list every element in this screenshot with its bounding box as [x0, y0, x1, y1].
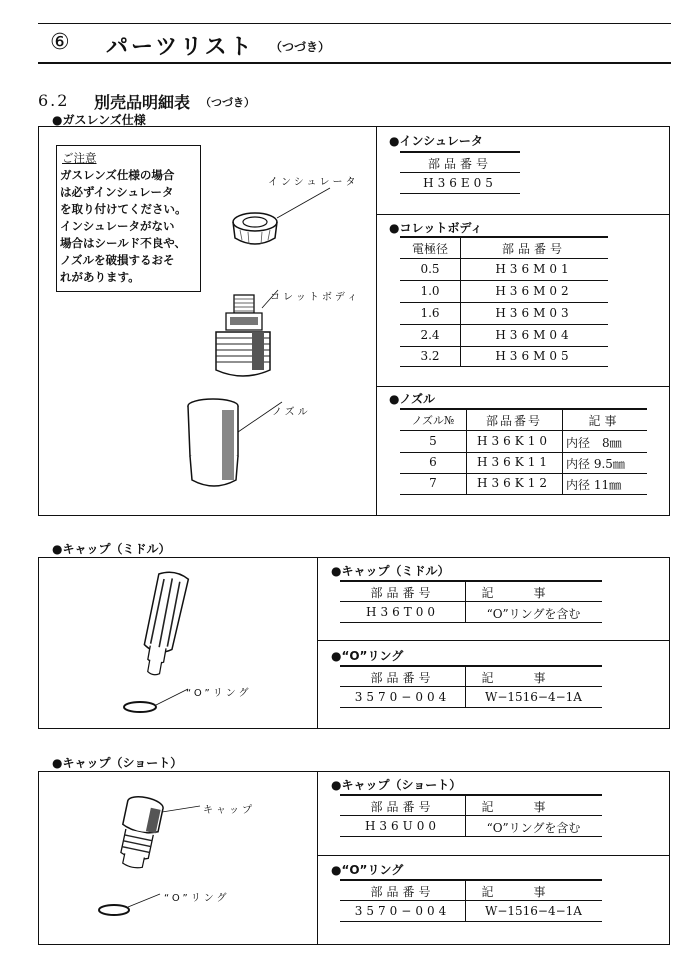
header-top-rule	[38, 23, 671, 24]
nozzle-heading: ●ノズル	[389, 392, 435, 406]
cap-short-oring-table-header-rule	[340, 900, 602, 901]
table-row: H36K11	[477, 455, 551, 469]
table-row: 1.6	[420, 306, 440, 320]
cap-short-col-note: 記事	[481, 800, 586, 814]
cap-short-oring-heading: ●“O”リング	[331, 863, 404, 877]
notice-line: ガスレンズ仕様の場合	[60, 168, 175, 182]
cap-middle-table-heading: ●キャップ（ミドル）	[331, 564, 450, 578]
cap-middle-oring-table-top	[340, 665, 602, 667]
table-row: 7	[429, 476, 437, 490]
page-title-suffix: （つづき）	[270, 40, 331, 54]
cap-short-oring-col-part: 部品番号	[370, 885, 435, 899]
cap-short-drawing	[114, 794, 164, 871]
cap-middle-col-note: 記事	[481, 586, 586, 600]
gas-lens-heading: ●ガスレンズ仕様	[52, 113, 146, 127]
cap-short-row-divider	[317, 855, 670, 856]
cap-middle-table-top	[340, 580, 602, 582]
gas-lens-illustration	[170, 170, 370, 510]
table-row: 3.2	[420, 349, 440, 363]
cap-middle-oring-label: “O”リング	[186, 688, 252, 699]
insulator-leader	[277, 188, 330, 218]
cap-middle-oring-col-part: 部品番号	[370, 671, 435, 685]
cap-short-table-header-rule	[340, 815, 602, 816]
table-row: H36M02	[495, 284, 573, 298]
insulator-table-mid	[400, 172, 520, 173]
nozzle-col-part: 部品番号	[485, 414, 542, 428]
gas-lens-row-divider-1	[376, 214, 670, 215]
section-title-suffix: （つづき）	[200, 96, 255, 109]
cap-middle-heading: ●キャップ（ミドル）	[52, 542, 171, 556]
cap-middle-illustration	[110, 565, 210, 725]
cap-middle-divider	[317, 557, 318, 729]
cap-short-table-heading: ●キャップ（ショート）	[331, 778, 462, 792]
cap-short-col-part: 部品番号	[370, 800, 435, 814]
section-number: 6.2	[38, 91, 70, 110]
cap-short-oring-col-note: 記事	[481, 885, 586, 899]
cap-short-divider	[317, 771, 318, 945]
table-row: H36M05	[495, 349, 573, 363]
table-row: 内径 8㎜	[566, 436, 622, 450]
collet-table-bottom	[400, 366, 608, 367]
notice-line: を取り付けてください。	[60, 202, 187, 216]
collet-col-part: 部品番号	[501, 242, 566, 256]
cap-middle-drawing	[139, 570, 189, 678]
nozzle-table-top	[400, 408, 647, 410]
table-row: H36K10	[477, 434, 551, 448]
cap-middle-oring-part: 3570−004	[354, 690, 451, 704]
collet-table-header-rule	[400, 258, 608, 259]
collet-table-top	[400, 236, 608, 238]
notice-line: は必ずインシュレータ	[60, 185, 174, 199]
insulator-drawing	[233, 213, 277, 244]
header-number: ⑥	[50, 30, 70, 55]
section-title: 別売品明細表	[94, 93, 191, 112]
cap-middle-part: H36T00	[365, 605, 439, 619]
cap-short-oring-table-top	[340, 879, 602, 881]
cap-short-cap-label: キャップ	[203, 805, 255, 816]
table-row: 0.5	[420, 262, 440, 276]
cap-middle-note: “O”リングを含む	[486, 607, 581, 621]
collet-row-rule	[400, 324, 608, 325]
cap-middle-oring-col-note: 記事	[481, 671, 586, 685]
nozzle-col-note: 記事	[588, 414, 621, 428]
cap-middle-oring-heading: ●“O”リング	[331, 649, 404, 663]
cap-short-part: H36U00	[364, 819, 441, 833]
cap-short-oring-label: “O”リング	[164, 893, 230, 904]
cap-middle-table-bottom	[340, 622, 602, 623]
gas-lens-divider	[376, 126, 377, 516]
collet-body-heading: ●コレットボディ	[389, 221, 483, 235]
nozzle-row-rule	[400, 452, 647, 453]
collet-row-rule	[400, 280, 608, 281]
table-row: 5	[429, 434, 437, 448]
notice-line: れがあります。	[60, 270, 140, 284]
table-row: 内径 9.5㎜	[566, 457, 625, 471]
table-row: 6	[429, 455, 437, 469]
table-row: 内径 11㎜	[566, 478, 622, 492]
nozzle-row-rule	[400, 473, 647, 474]
insulator-table-top	[400, 151, 520, 153]
cap-short-oring-leader	[128, 894, 160, 907]
collet-body-drawing	[216, 295, 270, 376]
cap-middle-oring-note: W−1516−4−1A	[485, 690, 582, 704]
notice-line: 場合はシールド不良や、	[60, 236, 187, 250]
notice-line: インシュレータがない	[60, 219, 175, 233]
gas-lens-row-divider-2	[376, 386, 670, 387]
cap-middle-oring-table-bottom	[340, 707, 602, 708]
table-row: H36M01	[495, 262, 573, 276]
header-bottom-rule	[38, 62, 671, 64]
insulator-table-bottom	[400, 193, 520, 194]
insulator-part-number: H36E05	[423, 176, 497, 190]
cap-middle-row-divider	[317, 640, 670, 641]
cap-short-oring-table-bottom	[340, 921, 602, 922]
table-row: H36M03	[495, 306, 573, 320]
collet-row-rule	[400, 346, 608, 347]
cap-middle-oring-leader	[156, 689, 188, 705]
insulator-label: インシュレータ	[268, 177, 359, 188]
table-row: 2.4	[420, 328, 440, 342]
cap-short-oring-note: W−1516−4−1A	[485, 904, 582, 918]
collet-body-label: コレットボディ	[270, 292, 361, 303]
collet-row-rule	[400, 302, 608, 303]
cap-middle-table-header-rule	[340, 601, 602, 602]
nozzle-table-header-rule	[400, 430, 647, 431]
nozzle-col-no: ノズル№	[411, 414, 455, 427]
notice-line: ノズルを破損するおそ	[60, 253, 175, 267]
table-row: H36M04	[495, 328, 573, 342]
nozzle-table-bottom	[400, 494, 647, 495]
insulator-heading: ●インシュレータ	[389, 134, 483, 148]
cap-short-table-bottom	[340, 836, 602, 837]
cap-short-note: “O”リングを含む	[486, 821, 581, 835]
cap-middle-col-part: 部品番号	[370, 586, 435, 600]
table-row: 1.0	[420, 284, 440, 298]
cap-short-heading: ●キャップ（ショート）	[52, 756, 183, 770]
notice-title: ご注意	[62, 151, 97, 165]
cap-short-table-top	[340, 794, 602, 796]
cap-short-leader	[162, 806, 200, 812]
nozzle-label: ノズル	[272, 407, 311, 418]
cap-middle-oring-table-header-rule	[340, 686, 602, 687]
table-row: H36K12	[477, 476, 551, 490]
insulator-col-part: 部品番号	[427, 157, 492, 171]
nozzle-drawing	[188, 399, 238, 486]
cap-short-oring-part: 3570−004	[354, 904, 451, 918]
collet-col-electrode: 電極径	[411, 242, 448, 256]
page-title: パーツリスト	[106, 35, 255, 60]
